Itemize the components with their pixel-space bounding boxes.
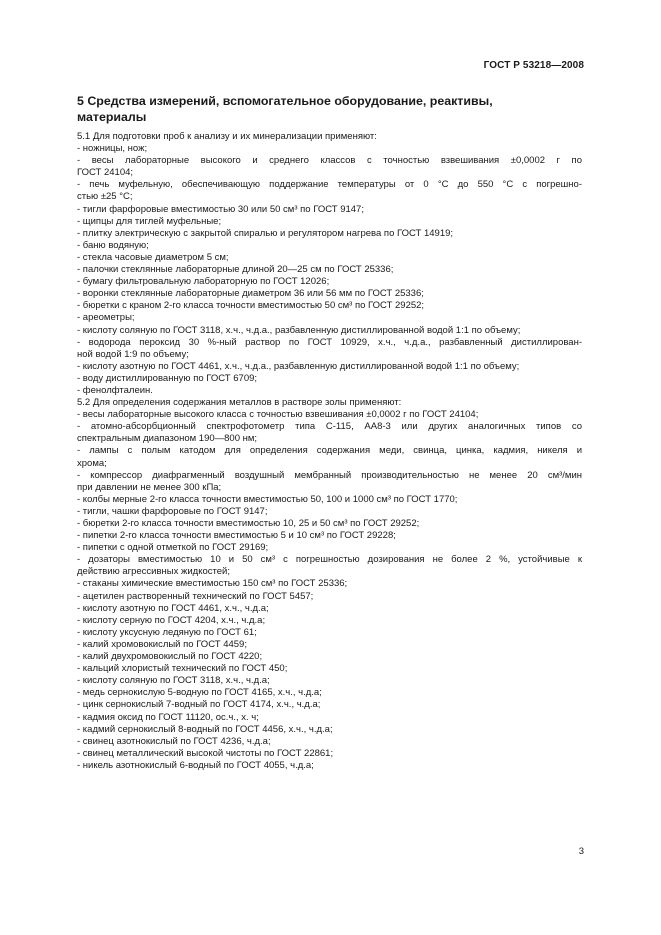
list-item: - ареометры;: [77, 312, 135, 324]
list-item: - лампы с полым катодом для определения содержания меди, свинца, цинка, кадмия, никеля и: [77, 445, 582, 457]
list-item: - баню водяную;: [77, 239, 149, 251]
list-item: - тигли, чашки фарфоровые по ГОСТ 9147;: [77, 505, 268, 517]
list-item: - кислоту соляную по ГОСТ 3118, х.ч., ч.д.а;: [77, 675, 270, 687]
list-item: - воронки стеклянные лабораторные диаметром 36 или 56 мм по ГОСТ 25336;: [77, 288, 424, 300]
list-item-continuation: при давлении не менее 300 кПа;: [77, 481, 222, 493]
list-item: - воду дистиллированную по ГОСТ 6709;: [77, 372, 258, 384]
section-body: [77, 131, 582, 772]
list-item: - пипетки с одной отметкой по ГОСТ 29169;: [77, 542, 269, 554]
paragraph-line: 5.1 Для подготовки проб к анализу и их минерализации применяют:: [77, 131, 377, 142]
list-item: - кислоту азотную по ГОСТ 4461, х.ч., ч.д.а;: [77, 602, 269, 614]
list-item: - стаканы химические вместимостью 150 см³ по ГОСТ 25336;: [77, 578, 348, 590]
list-item: - цинк сернокислый 7-водный по ГОСТ 4174, х.ч., ч.д.а;: [77, 699, 321, 711]
list-item: - кадмий сернокислый 8-водный по ГОСТ 4456, х.ч., ч.д.а;: [77, 723, 333, 735]
section-heading: [77, 93, 582, 125]
list-item: - кадмия оксид по ГОСТ 11120, ос.ч., х. ч;: [77, 711, 259, 723]
section-heading-line-1: 5 Средства измерений, вспомогательное оборудование, реактивы,: [77, 94, 493, 108]
list-item: - бюретки с краном 2-го класса точности вместимостью 50 см³ по ГОСТ 29252;: [77, 300, 425, 312]
list-item: - компрессор диафрагменный воздушный мембранный производительностью не менее 20 см³/мин: [77, 469, 582, 481]
list-item: - печь муфельную, обеспечивающую поддержание температуры от 0 °С до 550 °С с погрешно-: [77, 179, 582, 191]
list-item: - плитку электрическую с закрытой спиралью и регулятором нагрева по ГОСТ 14919;: [77, 227, 454, 239]
list-item: - кальций хлористый технический по ГОСТ 450;: [77, 663, 288, 675]
list-item: - калий двухромовокислый по ГОСТ 4220;: [77, 651, 263, 663]
list-item: - колбы мерные 2-го класса точности вместимостью 50, 100 и 1000 см³ по ГОСТ 1770;: [77, 493, 458, 505]
list-item: - ножницы, нож;: [77, 143, 148, 155]
list-item: - бумагу фильтровальную лабораторную по ГОСТ 12026;: [77, 276, 330, 288]
list-item: - бюретки 2-го класса точности вместимостью 10, 25 и 50 см³ по ГОСТ 29252;: [77, 518, 420, 529]
list-item: - медь сернокислую 5-водную по ГОСТ 4165, х.ч., ч.д.а;: [77, 687, 322, 699]
list-item: - кислоту азотную по ГОСТ 4461, х.ч., ч.д.а., разбавленную дистиллированной водой 1:1 по объему;: [77, 360, 520, 372]
list-item: - дозаторы вместимостью 10 и 50 см³ с погрешностью дозирования не более 2 %, устойчивые к: [77, 554, 582, 566]
list-item-continuation: стью ±25 °С;: [77, 191, 133, 203]
list-item: - кислоту уксусную ледяную по ГОСТ 61;: [77, 626, 257, 638]
document-id-header: ГОСТ Р 53218—2008: [483, 60, 584, 71]
list-item-continuation: спектральным диапазоном 190—800 нм;: [77, 433, 258, 445]
list-item: - калий хромовокислый по ГОСТ 4459;: [77, 638, 247, 650]
list-item: - фенолфталеин.: [77, 384, 153, 396]
list-item-continuation: хрома;: [77, 457, 107, 469]
list-item: - атомно-абсорбционный спектрофотометр типа С-115, АА8-3 или других аналогичных типов со: [77, 421, 582, 433]
list-item-continuation: ной водой 1:9 по объему;: [77, 348, 189, 360]
list-item: - палочки стеклянные лабораторные длиной 20—25 см по ГОСТ 25336;: [77, 264, 394, 276]
list-item: - ацетилен растворенный технический по ГОСТ 5457;: [77, 590, 314, 602]
list-item: - весы лабораторные высокого и среднего классов с точностью взвешивания ±0,0002 г по: [77, 155, 582, 167]
list-item: - кислоту серную по ГОСТ 4204, х.ч., ч.д.а;: [77, 614, 266, 626]
list-item: - свинец металлический высокой чистоты по ГОСТ 22861;: [77, 747, 334, 759]
list-item: - никель азотнокислый 6-водный по ГОСТ 4055, ч.д.а;: [77, 759, 314, 771]
list-item: - тигли фарфоровые вместимостью 30 или 50 см³ по ГОСТ 9147;: [77, 203, 364, 215]
list-item: - водорода пероксид 30 %-ный раствор по ГОСТ 10929, х.ч., ч.д.а., разбавленный дистиллирован-: [77, 336, 582, 348]
page-number: 3: [578, 846, 584, 857]
paragraph-line: 5.2 Для определения содержания металлов в растворе золы применяют:: [77, 397, 402, 409]
list-item: - кислоту соляную по ГОСТ 3118, х.ч., ч.д.а., разбавленную дистиллированной водой 1:1 по объему;: [77, 324, 521, 336]
list-item: - стекла часовые диаметром 5 см;: [77, 251, 229, 263]
list-item: - свинец азотнокислый по ГОСТ 4236, ч.д.а;: [77, 735, 271, 747]
list-item: - весы лабораторные высокого класса с точностью взвешивания ±0,0002 г по ГОСТ 24104;: [77, 409, 479, 421]
list-item: - пипетки 2-го класса точности вместимостью 5 и 10 см³ по ГОСТ 29228;: [77, 530, 396, 542]
list-item: - щипцы для тиглей муфельные;: [77, 215, 222, 227]
list-item-continuation: ГОСТ 24104;: [77, 167, 134, 179]
section-heading-line-2: материалы: [77, 110, 147, 124]
list-item-continuation: действию агрессивных жидкостей;: [77, 566, 230, 578]
